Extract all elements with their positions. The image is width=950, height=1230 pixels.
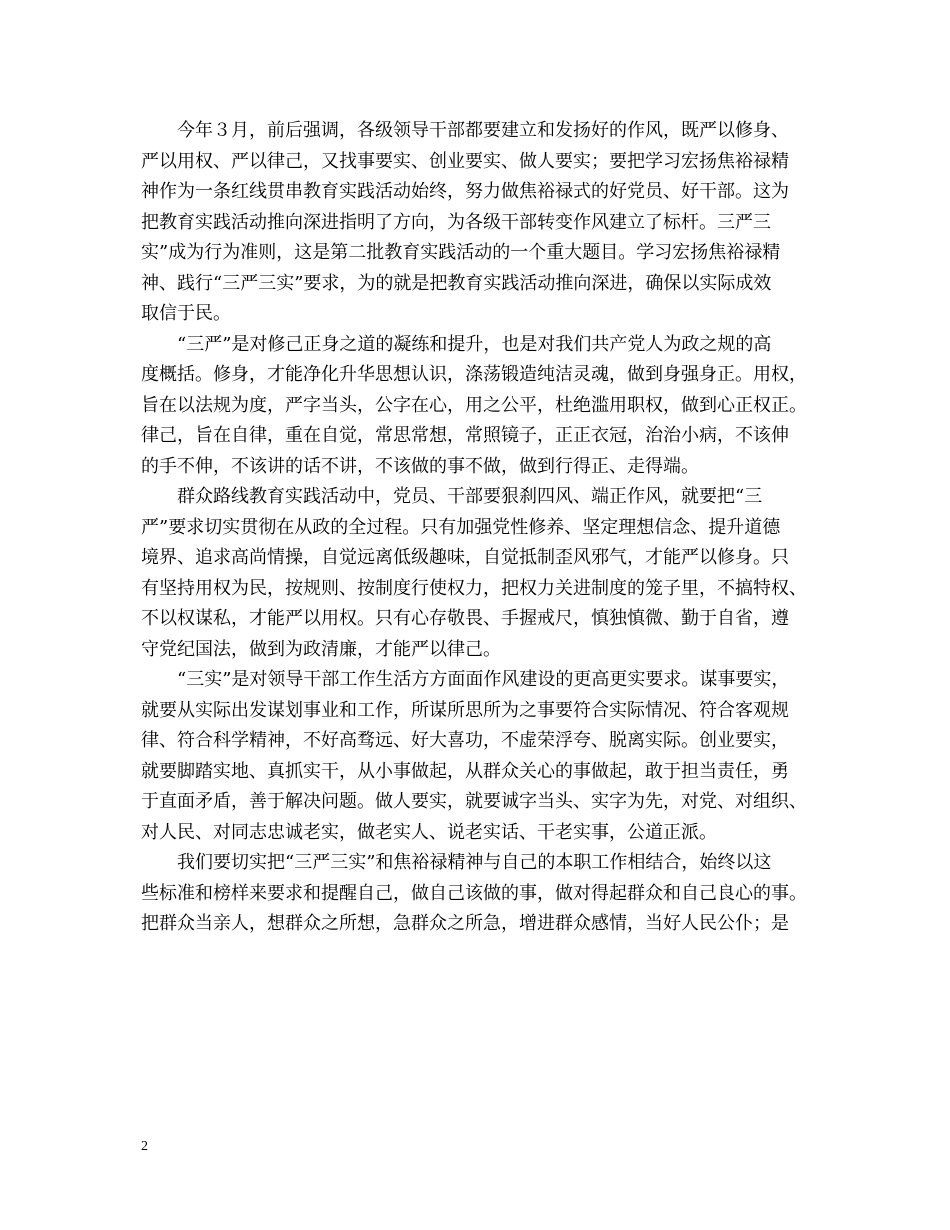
paragraph-line: 不以权谋私，才能严以用权。只有心存敬畏、手握戒尺，慎独慎微、勤于自省，遵 (141, 608, 789, 629)
paragraph-line: 对人民、对同志忠诚老实，做老实人、说老实话、干老实事，公道正派。 (141, 821, 717, 843)
paragraph-line: 律己，旨在自律，重在自觉，常思常想，常照镜子，正正衣冠，治治小病，不该伸 (141, 425, 789, 446)
paragraph-line: 我们要切实把“三严三实”和焦裕禄精神与自己的本职工作相结合，始终以这 (177, 852, 772, 873)
paragraph-line: 就要从实际出发谋划事业和工作，所谋所思所为之事要符合实际情况、符合客观规 (141, 699, 789, 721)
paragraph-line: 今年３月，前后强调，各级领导干部都要建立和发扬好的作风，既严以修身、 (177, 120, 789, 141)
paragraph-line: 严以用权、严以律己，又找事要实、创业要实、做人要实；要把学习宏扬焦裕禄精 (141, 150, 789, 172)
paragraph-line: 守党纪国法，做到为政清廉，才能严以律己。 (141, 638, 501, 660)
paragraph-line: 的手不伸，不该讲的话不讲，不该做的事不做，做到行得正、走得端。 (141, 455, 699, 477)
paragraph-line: 把群众当亲人，想群众之所想，急群众之所急，增进群众感情，当好人民公仆；是 (141, 913, 789, 934)
paragraph-line: 有坚持用权为民，按规则、按制度行使权力，把权力关进制度的笼子里，不搞特权、 (141, 577, 807, 599)
paragraph-line: 旨在以法规为度，严字当头，公字在心，用之公平，杜绝滥用职权，做到心正权正。 (141, 394, 807, 416)
paragraph-line: 把教育实践活动推向深进指明了方向，为各级干部转变作风建立了标杆。三严三 (141, 211, 771, 233)
paragraph-line: 境界、追求高尚情操，自觉远离低级趣味，自觉抵制歪风邪气，才能严以修身。只 (141, 547, 789, 568)
paragraph-line: 度概括。修身，才能净化升华思想认识，涤荡锻造纯洁灵魂，做到身强身正。用权， (141, 364, 807, 385)
paragraph-line: 就要脚踏实地、真抓实干，从小事做起，从群众关心的事做起，敢于担当责任，勇 (141, 760, 789, 782)
paragraph-line: 于直面矛盾，善于解决问题。做人要实，就要诚字当头、实字为先，对党、对组织、 (141, 791, 807, 812)
paragraph-line: 神作为一条红线贯串教育实践活动始终，努力做焦裕禄式的好党员、好干部。这为 (141, 181, 789, 202)
paragraph-line: 实”成为行为准则，这是第二批教育实践活动的一个重大题目。学习宏扬焦裕禄精 (141, 242, 781, 263)
paragraph-line: 严”要求切实贯彻在从政的全过程。只有加强党性修养、坚定理想信念、提升道德 (141, 516, 781, 538)
paragraph-line: 取信于民。 (141, 303, 231, 324)
body-text (141, 116, 811, 940)
paragraph-line: “三严”是对修己正身之道的凝练和提升，也是对我们共产党人为政之规的高 (177, 333, 772, 355)
paragraph-line: 神、践行“三严三实”要求，为的就是把教育实践活动推向深进，确保以实际成效 (141, 272, 772, 294)
paragraph-line: 些标准和榜样来要求和提醒自己，做自己该做的事，做对得起群众和自己良心的事。 (141, 882, 807, 904)
paragraph-line: 群众路线教育实践活动中，党员、干部要狠刹四风、端正作风，就要把“三 (177, 486, 763, 507)
paragraph-line: 律、符合科学精神，不好高骛远、好大喜功，不虚荣浮夸、脱离实际。创业要实， (141, 730, 789, 751)
page-number: 2 (141, 1139, 148, 1154)
paragraph-line: “三实”是对领导干部工作生活方方面面作风建设的更高更实要求。谋事要实， (177, 669, 790, 690)
